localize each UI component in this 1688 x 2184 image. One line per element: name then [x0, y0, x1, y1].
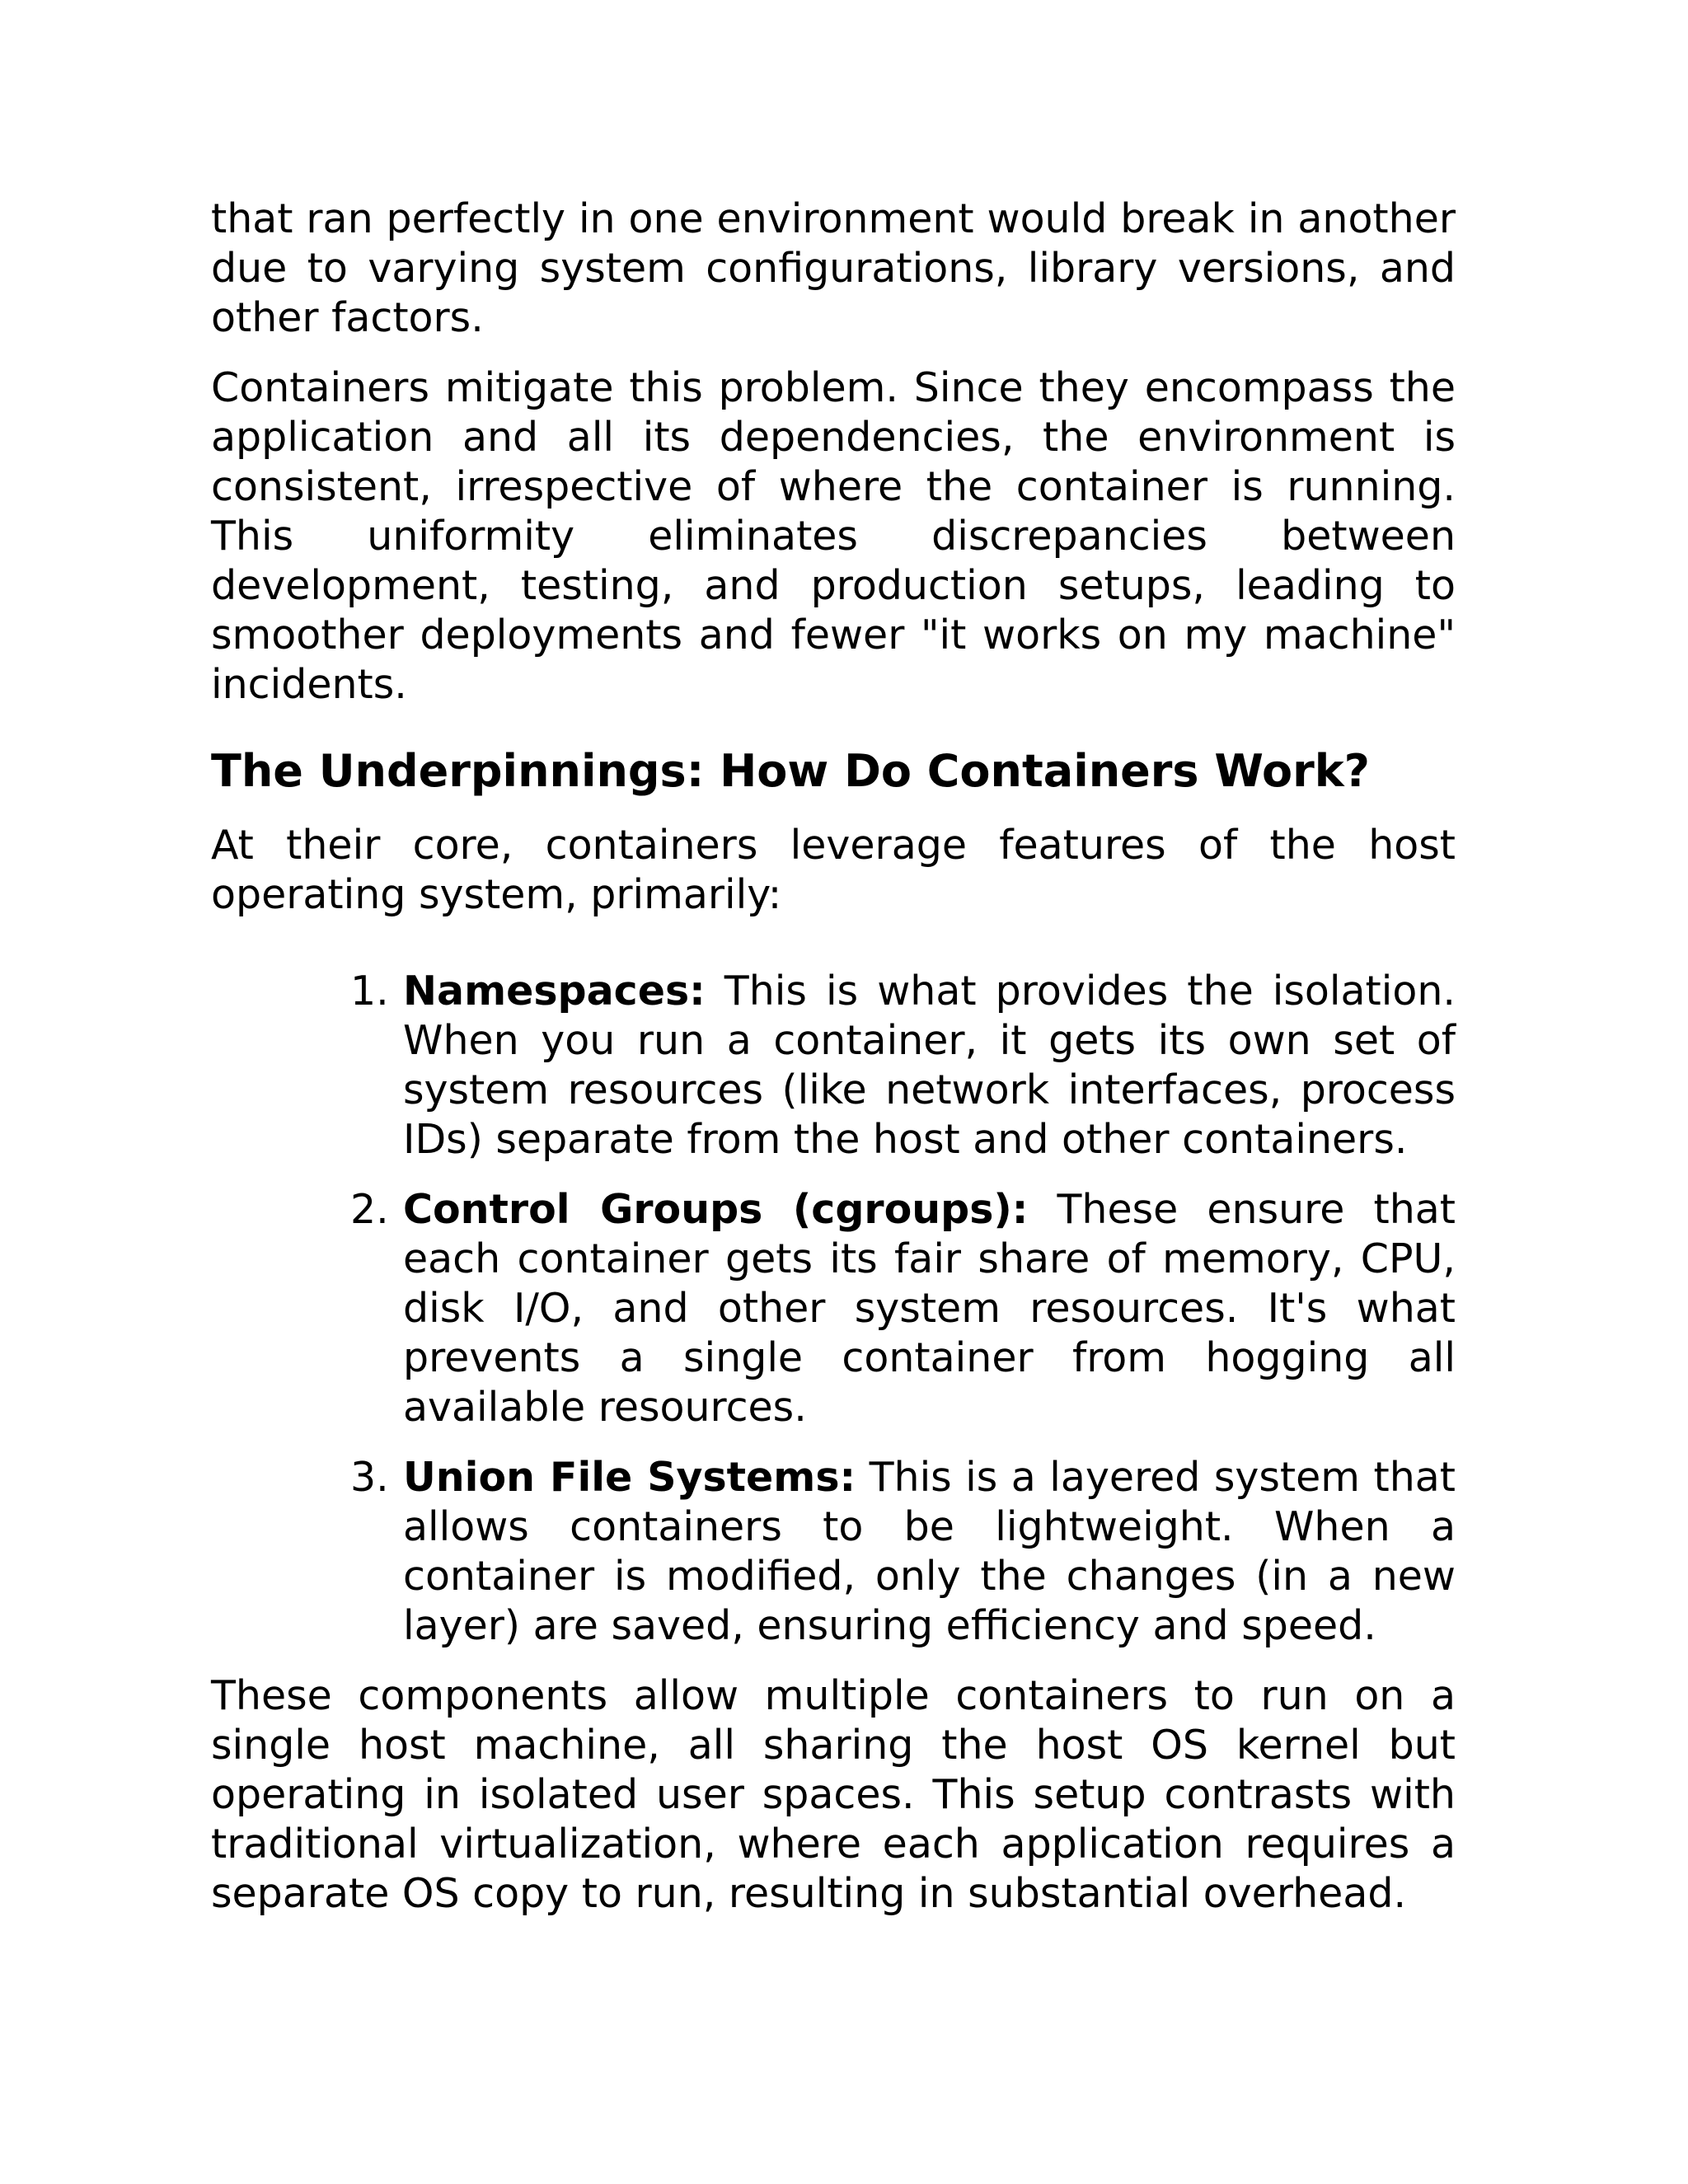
list-text: This is what provides the isolation. When you run a container, it gets its own set of system resources (like network interfaces, process IDs) separate from the host and other containers. — [403, 968, 1456, 1163]
list-term: Namespaces: — [403, 968, 706, 1015]
list-term: Control Groups (cgroups): — [403, 1186, 1029, 1233]
list-text: This is a layered system that allows containers to be lightweight. When a container is modified, only the changes (in a new layer) are saved, ensuring efficiency and speed. — [403, 1454, 1456, 1649]
page-content — [211, 194, 1456, 1939]
closing-paragraph: These components allow multiple containers to run on a single host machine, all sharing the host OS kernel but operating in isolated user spaces. This setup contrasts with traditional virtualization, where each application requires a separate OS copy to run, resulting in substantial overhead. — [211, 1672, 1456, 1917]
paragraph-continued: that ran perfectly in one environment would break in another due to varying system configurations, library versions, and other factors. — [211, 195, 1456, 341]
section-heading: The Underpinnings: How Do Containers Work? — [211, 745, 1370, 797]
list-text: These ensure that each container gets its fair share of memory, CPU, disk I/O, and other system resources. It's what prevents a single container from hogging all available resources. — [403, 1186, 1456, 1431]
list-term: Union File Systems: — [403, 1454, 856, 1501]
features-list — [211, 967, 1456, 1651]
paragraph-containers-mitigate: Containers mitigate this problem. Since they encompass the application and all its dependencies, the environment is consistent, irrespective of where the container is running. This uniformity eliminates discrepancies between development, testing, and production setups, leading to smoother deployments and fewer "it works on my machine" incidents. — [211, 364, 1456, 708]
list-item — [350, 967, 1456, 1165]
list-item — [350, 1185, 1456, 1432]
list-number: 1. — [350, 968, 389, 1015]
intro-paragraph: At their core, containers leverage features of the host operating system, primarily: — [211, 822, 1456, 918]
list-number: 2. — [350, 1186, 389, 1233]
list-item — [350, 1453, 1456, 1651]
list-number: 3. — [350, 1454, 389, 1501]
